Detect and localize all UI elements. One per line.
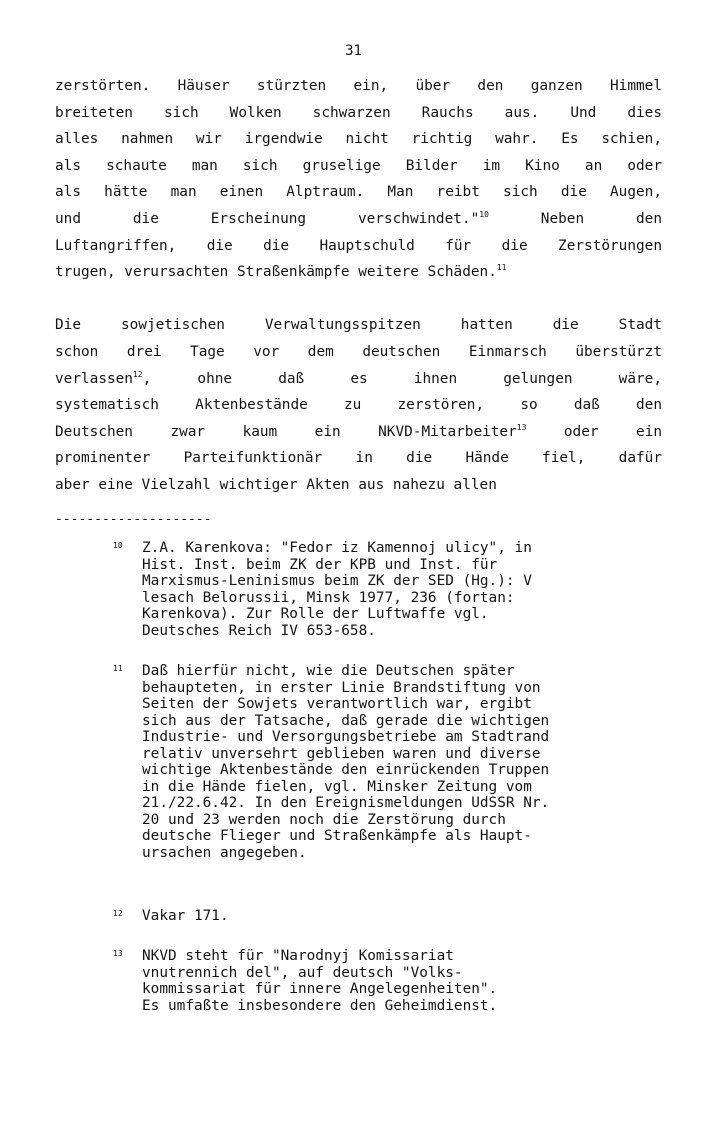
body-line-text: zerstörten. Häuser stürzten ein, über den ganzen Himmel [55,78,662,94]
body-line [55,130,662,148]
footnote-line: Z.A. Karenkova: "Fedor iz Kamennoj ulicy", in [142,540,532,556]
footnote-line: Seiten der Sowjets verantwortlich war, ergibt [142,696,532,712]
body-line [55,77,662,95]
footnote-reference: 13 [516,423,527,432]
body-line [55,343,662,361]
body-line [55,210,662,228]
footnote-reference: 11 [496,263,507,272]
footnote-line: wichtige Aktenbestände den einrückenden Truppen [142,762,550,778]
body-line-text: als hätte man einen Alptraum. Man reibt sich die Augen, [55,184,662,200]
footnote-line: sich aus der Tatsache, daß gerade die wichtigen [142,712,550,729]
footnote-number: 12 [113,909,123,918]
body-line [55,104,662,122]
body-line [55,157,662,175]
body-line-text: Neben den [488,211,663,227]
footnote-line: vnutrennich del", auf deutsch "Volks- [142,964,463,981]
footnote-separator: -------------------- [55,512,212,527]
body-line [55,183,662,201]
body-line-text: alles nahmen wir irgendwie nicht richtig wahr. Es schien, [55,131,662,147]
body-line-text: breiteten sich Wolken schwarzen Rauchs aus. Und dies [55,105,662,121]
footnote-line: 20 und 23 werden noch die Zerstörung durch [142,811,506,828]
body-line [55,449,662,467]
body-line [55,316,662,334]
body-line-text: prominenter Parteifunktionär in die Hände fiel, dafür [55,450,662,466]
footnote-line: behaupteten, in erster Linie Brandstiftung von [142,679,541,696]
footnote-line: Deutsches Reich IV 653-658. [142,622,376,639]
body-line-text: oder ein [526,424,662,440]
footnote-line: 21./22.6.42. In den Ereignismeldungen UdSSR Nr. [142,795,550,811]
footnote-line: in die Hände fielen, vgl. Minsker Zeitung vom [142,778,532,795]
footnote-line: Marxismus-Leninismus beim ZK der SED (Hg.): V [142,573,532,589]
footnote-line: ursachen angegeben. [142,844,307,861]
body-line-text: Deutschen zwar kaum ein NKVD-Mitarbeiter [55,424,517,440]
footnote-line: relativ unversehrt geblieben waren und diverse [142,745,541,762]
footnote-line: deutsche Flieger und Straßenkämpfe als Haupt- [142,828,532,844]
footnote-line: NKVD steht für "Narodnyj Komissariat [142,948,454,964]
body-line-text: trugen, verursachten Straßenkämpfe weitere Schäden. [55,264,497,280]
footnote-line: Karenkova). Zur Rolle der Luftwaffe vgl. [142,606,489,622]
footnote-line: lesach Belorussii, Minsk 1977, 236 (fortan: [142,589,515,606]
body-line-text: , ohne daß es ihnen gelungen wäre, [142,371,662,387]
body-line [55,370,662,388]
footnote-line: Es umfaßte insbesondere den Geheimdienst. [142,997,498,1014]
footnote-line: Hist. Inst. beim ZK der KPB und Inst. für [142,556,498,573]
body-line [55,396,662,414]
body-line-text: Die sowjetischen Verwaltungsspitzen hatten die Stadt [55,317,662,333]
body-line-text: als schaute man sich gruselige Bilder im Kino an oder [55,158,662,174]
footnote-number: 11 [113,664,123,673]
footnote-line: Daß hierfür nicht, wie die Deutschen später [142,663,515,679]
body-line-text: verlassen [55,371,133,387]
body-line [55,237,662,255]
body-line [55,476,662,494]
body-line-text: Luftangriffen, die die Hauptschuld für die Zerstörungen [55,238,662,254]
footnote-reference: 10 [479,210,489,219]
body-line-text: aber eine Vielzahl wichtiger Akten aus nahezu allen [55,477,497,493]
body-line-text: schon drei Tage vor dem deutschen Einmarsch überstürzt [55,344,662,360]
body-line [55,263,662,281]
footnote-number: 13 [113,949,123,958]
body-line [55,423,662,441]
footnote-line: kommissariat für innere Angelegenheiten". [142,981,498,997]
footnote-line: Industrie- und Versorgungsbetriebe am Stadtrand [142,729,550,745]
body-line-text: systematisch Aktenbestände zu zerstören, so daß den [55,397,662,413]
footnote-number: 10 [113,541,123,550]
footnote-line: Vakar 171. [142,908,229,924]
body-line-text: und die Erscheinung verschwindet." [55,211,480,227]
page-number: 31 [345,43,362,59]
footnote-reference: 12 [132,370,143,379]
